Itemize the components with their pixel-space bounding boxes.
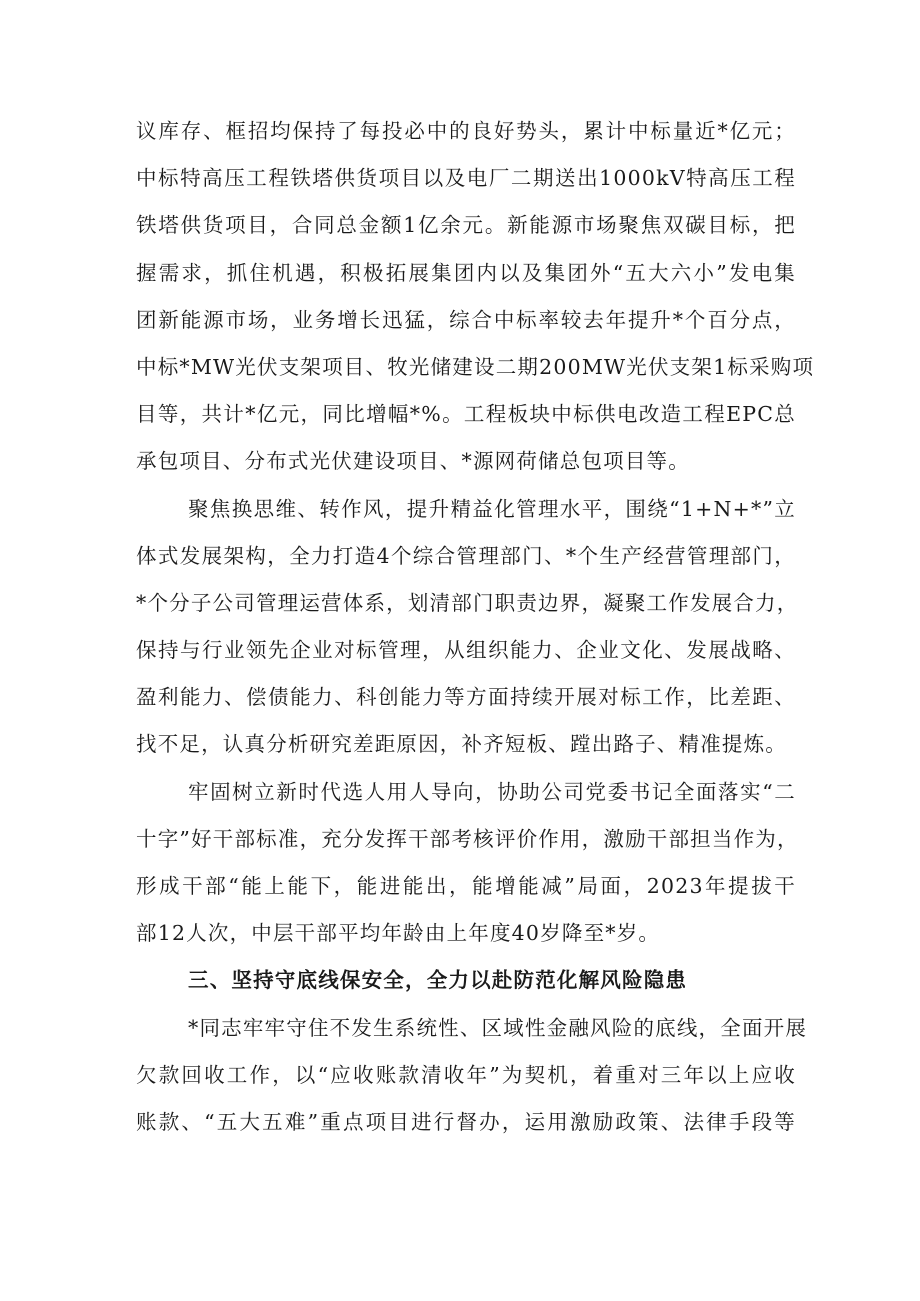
paragraph-line: 议库存、框招均保持了每投必中的良好势头，累计中标量近*亿元； [136,119,796,143]
paragraph-line: 欠款回收工作，以“应收账款清收年”为契机，着重对三年以上应收 [136,1062,796,1087]
paragraph-line: 握需求，抓住机遇，积极拓展集团内以及集团外“五大六小”发电集 [136,260,796,285]
paragraph-line: 盈利能力、偿债能力、科创能力等方面持续开展对标工作，比差距、 [136,685,796,710]
paragraph-line: 铁塔供货项目，合同总金额1亿余元。新能源市场聚焦双碳目标，把 [136,213,796,238]
paragraph-line: 保持与行业领先企业对标管理，从组织能力、企业文化、发展战略、 [136,638,796,663]
section-heading: 三、坚持守底线保安全，全力以赴防范化解风险隐患 [188,968,688,993]
paragraph-line: 形成干部“能上能下，能进能出，能增能减”局面，2023年提拔干 [136,874,796,898]
paragraph-first-line: *同志牢牢守住不发生系统性、区域性金融风险的底线，全面开展 [188,1015,808,1040]
paragraph-first-line: 聚焦换思维、转作风，提升精益化管理水平，围绕“1+N+*”立 [188,496,796,521]
paragraph-line: 部12人次，中层干部平均年龄由上年度40岁降至*岁。 [136,921,661,946]
paragraph-line: 账款、“五大五难”重点项目进行督办，运用激励政策、法律手段等 [136,1109,796,1134]
paragraph-line: 十字”好干部标准，充分发挥干部考核评价作用，激励干部担当作为， [136,826,799,851]
paragraph-line: 目等，共计*亿元，同比增幅*%。工程板块中标供电改造工程EPC总 [136,402,796,427]
paragraph-line: *个分子公司管理运营体系，划清部门职责边界，凝聚工作发展合力， [136,590,799,615]
paragraph-line: 找不足，认真分析研究差距原因，补齐短板、蹚出路子、精准提炼。 [136,732,787,757]
paragraph-line: 中标特高压工程铁塔供货项目以及电厂二期送出1000kV特高压工程 [136,166,796,191]
paragraph-line: 中标*MW光伏支架项目、牧光储建设二期200MW光伏支架1标采购项 [136,354,815,379]
paragraph-line: 承包项目、分布式光伏建设项目、*源网荷储总包项目等。 [136,449,690,474]
document-body [136,108,815,1146]
paragraph-first-line: 牢固树立新时代选人用人导向，协助公司党委书记全面落实“二 [188,779,796,804]
paragraph-line: 体式发展架构，全力打造4个综合管理部门、*个生产经营管理部门， [136,543,796,568]
paragraph-line: 团新能源市场，业务增长迅猛，综合中标率较去年提升*个百分点， [136,307,796,332]
